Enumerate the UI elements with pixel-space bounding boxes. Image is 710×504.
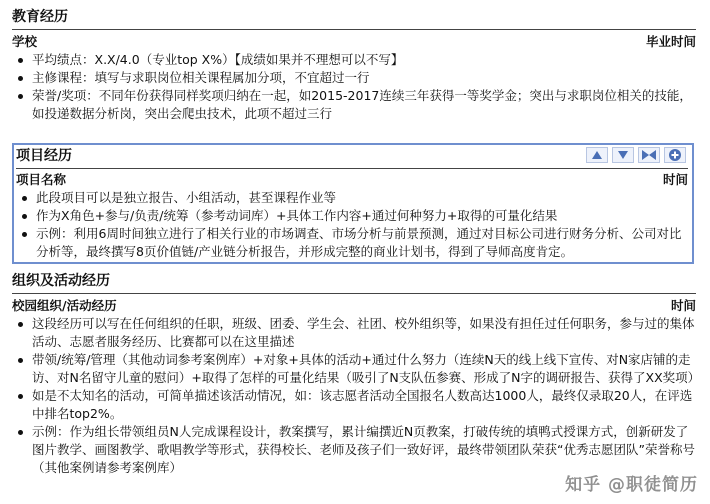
org-name-label: 校园组织/活动经历 bbox=[12, 298, 117, 313]
organization-title: 组织及活动经历 bbox=[12, 273, 110, 289]
list-item: 平均绩点：X.X/4.0（专业top X%）【成绩如果并不理想可以不写】 bbox=[12, 51, 696, 69]
education-title: 教育经历 bbox=[12, 9, 68, 25]
list-item: 作为X角色+参与/负责/统筹（参考动词库）+具体工作内容+通过何种努力+取得的可量化结果 bbox=[16, 207, 688, 225]
project-list bbox=[16, 189, 688, 261]
school-label: 学校 bbox=[12, 34, 38, 49]
list-item: 这段经历可以写在任何组织的任职，班级、团委、学生会、社团、校外组织等，如果没有担任过任何职务，参与过的集体活动、志愿者服务经历、比赛都可以在这里描述 bbox=[12, 315, 696, 351]
project-title: 项目经历 bbox=[16, 148, 72, 164]
list-item: 此段项目可以是独立报告、小组活动，甚至课程作业等 bbox=[16, 189, 688, 207]
collapse-icon[interactable] bbox=[638, 147, 660, 163]
list-item: 主修课程：填写与求职岗位相关课程属加分项，不宜超过一行 bbox=[12, 69, 696, 87]
graduation-label: 毕业时间 bbox=[645, 34, 696, 49]
project-time-label: 时间 bbox=[662, 172, 688, 187]
list-item: 示例：利用6周时间独立进行了相关行业的市场调查、市场分析与前景预测，通过对目标公司进行财务分析、公司对比分析等，最终撰写8页价值链/产业链分析报告，并形成完整的商业计划书，得到了导师高度肯定。 bbox=[16, 225, 688, 261]
education-list bbox=[12, 51, 696, 123]
section-toolbar bbox=[586, 147, 686, 163]
move-down-icon[interactable] bbox=[612, 147, 634, 163]
project-section[interactable] bbox=[12, 143, 694, 264]
list-item: 示例：作为组长带领组员N人完成课程设计，教案撰写，累计编撰近N页教案，打破传统的填鸭式授课方式，创新研发了图片教学、画图教学、歌唱教学等形式，获得校长、老师及孩子们一致好评，最终带领团队荣获“优秀志愿团队”荣誉称号（其他案例请参考案例库） bbox=[12, 423, 696, 477]
project-name-label: 项目名称 bbox=[16, 172, 67, 187]
organization-section bbox=[12, 272, 701, 477]
list-item: 带领/统筹/管理（其他动词参考案例库）+对象+具体的活动+通过什么努力（连续N天的线上线下宣传、对N家店铺的走访、对N名留守儿童的慰问）+取得了怎样的可量化结果（吸引了N支队伍参赛、形成了N字的调研报告、获得了XX奖项） bbox=[12, 351, 696, 387]
organization-list bbox=[12, 315, 701, 477]
list-item: 荣誉/奖项：不同年份获得同样奖项归纳在一起，如2015-2017连续三年获得一等奖学金；突出与求职岗位相关的技能，如投递数据分析岗，突出会爬虫技术，此项不超过三行 bbox=[12, 87, 696, 123]
education-section bbox=[12, 8, 696, 123]
add-icon[interactable] bbox=[664, 147, 686, 163]
org-time-label: 时间 bbox=[670, 298, 696, 313]
list-item: 如是不太知名的活动，可简单描述该活动情况，如：该志愿者活动全国报名人数高达1000人，最终仅录取20人，在评选中排名top2%。 bbox=[12, 387, 696, 423]
move-up-icon[interactable] bbox=[586, 147, 608, 163]
watermark: 知乎 @职徒简历 bbox=[565, 475, 698, 495]
